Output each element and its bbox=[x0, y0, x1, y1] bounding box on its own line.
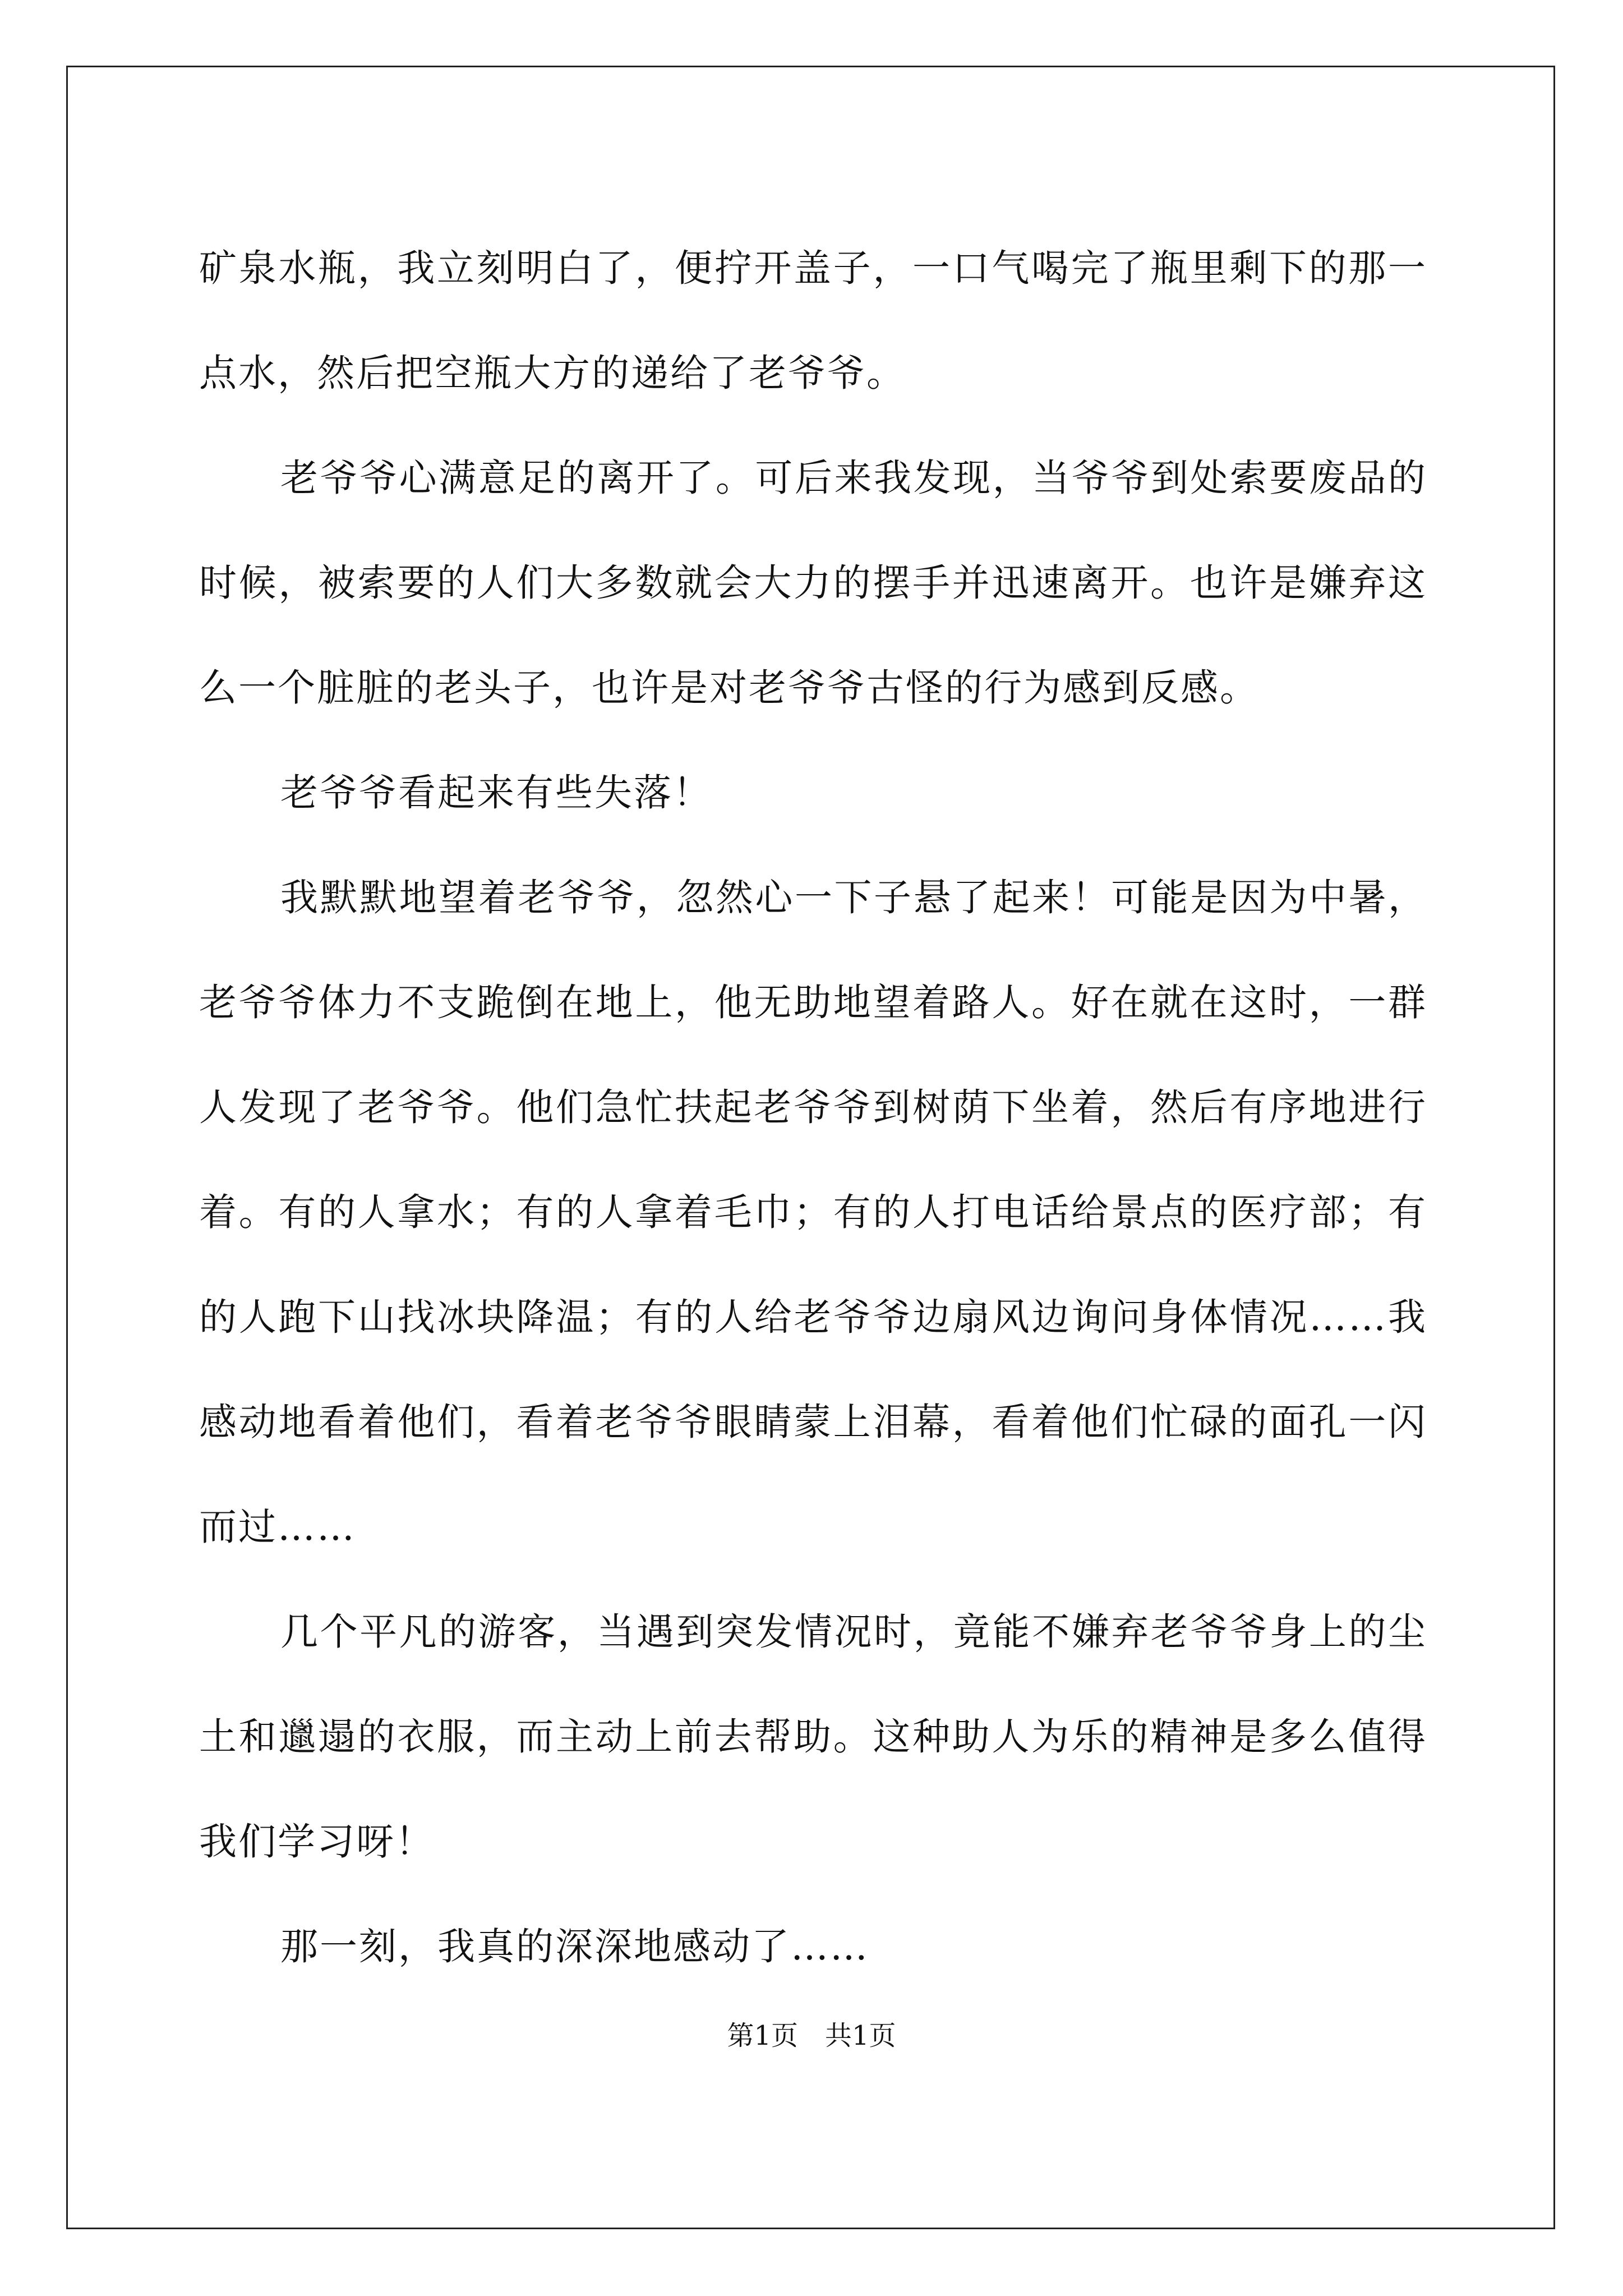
page-footer: 第1页 共1页 bbox=[727, 2020, 896, 2051]
paragraph-2: 老爷爷心满意足的离开了。可后来我发现，当爷爷到处索要废品的时候，被索要的人们大多数就会大力的摆手并迅速离开。也许是嫌弃这么一个脏脏的老头子，也许是对老爷爷古怪的行为感到反感。 bbox=[199, 456, 1427, 710]
document-body bbox=[199, 216, 1427, 1999]
paragraph-6: 那一刻，我真的深深地感动了…… bbox=[280, 1925, 869, 1968]
paragraph-3: 老爷爷看起来有些失落！ bbox=[280, 771, 712, 815]
paragraph-5: 几个平凡的游客，当遇到突发情况时，竟能不嫌弃老爷爷身上的尘土和邋遢的衣服，而主动上前去帮助。这种助人为乐的精神是多么值得我们学习呀！ bbox=[199, 1610, 1427, 1864]
paragraph-4: 我默默地望着老爷爷，忽然心一下子悬了起来！可能是因为中暑，老爷爷体力不支跪倒在地上，他无助地望着路人。好在就在这时，一群人发现了老爷爷。他们急忙扶起老爷爷到树荫下坐着，然后有序地进行着。有的人拿水；有的人拿着毛巾；有的人打电话给景点的医疗部；有的人跑下山找冰块降温；有的人给老爷爷边扇风边询问身体情况……我感动地看着他们，看着老爷爷眼睛蒙上泪幕，看着他们忙碌的面孔一闪而过…… bbox=[199, 876, 1427, 1549]
paragraph-1: 矿泉水瓶，我立刻明白了，便拧开盖子，一口气喝完了瓶里剩下的那一点水，然后把空瓶大方的递给了老爷爷。 bbox=[199, 246, 1427, 395]
